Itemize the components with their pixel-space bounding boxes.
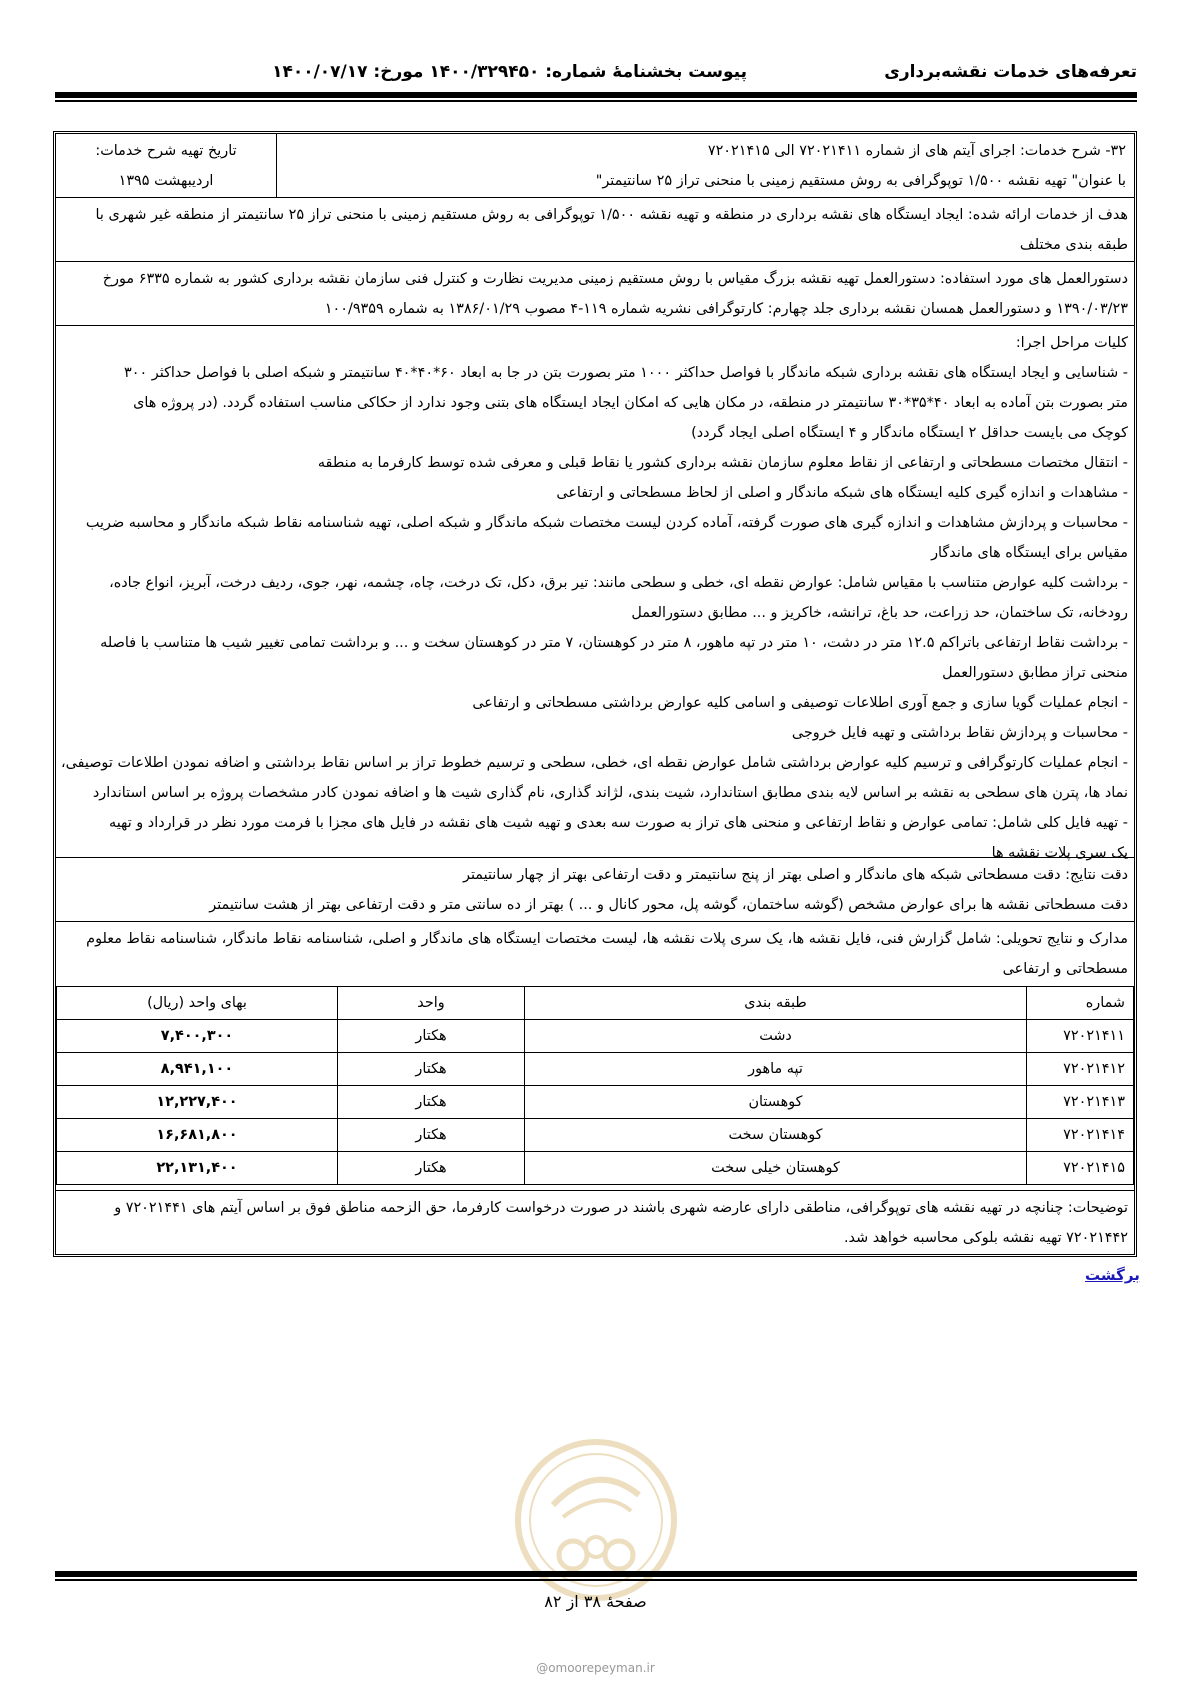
step-line: نماد ها، پترن های سطحی به نقشه بر اساس لایه بندی مطابق استاندارد، شیت بندی، لژاند گذاری، نام گذاری شیت ها و اضافه نمودن کادر مشخصات پروژه بر اساس استاندارد bbox=[92, 785, 1128, 801]
footer-rule bbox=[55, 1571, 1137, 1577]
notes-line: توضیحات: چنانچه در تهیه نقشه های توپوگرافی، مناطقی دارای عارضه شهری باشند در صورت درخواست کارفرما، حق الزحمه مناطق فوق بر اساس آیتم های ۷۲۰۲۱۴۴۱ و bbox=[114, 1200, 1128, 1216]
cell-class: کوهستان سخت bbox=[525, 1119, 1027, 1152]
header-unit: واحد bbox=[338, 987, 525, 1020]
step-line: - انجام عملیات کارتوگرافی و ترسیم کلیه عوارض برداشتی شامل عوارض نقطه ای، خطی، سطحی و ترسیم خطوط تراز بر اساس نقاط برداشتی و اضافه نمودن اطلاعات توصیفی، bbox=[60, 755, 1128, 771]
step-line: - تهیه فایل کلی شامل: تمامی عوارض و نقاط ارتفاعی و منحنی های تراز به صورت سه بعدی و تهیه شیت های نقشه در فایل های مجزا با فرمت مورد نظر در قرارداد و تهیه bbox=[109, 815, 1128, 831]
goal-line: طبقه بندی مختلف bbox=[1019, 237, 1128, 253]
deliverables-line: مدارک و نتایج تحویلی: شامل گزارش فنی، فایل نقشه ها، یک سری پلات نقشه ها، لیست مختصات ایستگاه های ماندگار و اصلی، شناسنامه نقاط ماندگار، شناسنامه نقاط معلوم bbox=[86, 931, 1128, 947]
step-line: - محاسبات و پردازش نقاط برداشتی و تهیه فایل خروجی bbox=[791, 725, 1128, 741]
step-line: کوچک می بایست حداقل ۲ ایستگاه ماندگار و ۴ ایستگاه اصلی ایجاد گردد) bbox=[691, 425, 1128, 441]
instructions bbox=[56, 262, 1134, 326]
back-link[interactable]: برگشت bbox=[1085, 1266, 1140, 1284]
cell-price: ۱۲,۲۲۷,۴۰۰ bbox=[57, 1086, 338, 1119]
rates-table bbox=[56, 986, 1134, 1185]
steps-title: کلیات مراحل اجرا: bbox=[1015, 335, 1128, 351]
execution-steps bbox=[56, 326, 1134, 861]
cell-code: ۷۲۰۲۱۴۱۱ bbox=[1027, 1020, 1134, 1053]
cell-price: ۷,۴۰۰,۳۰۰ bbox=[57, 1020, 338, 1053]
cell-unit: هکتار bbox=[338, 1053, 525, 1086]
service-description bbox=[56, 134, 1134, 198]
table-header-row bbox=[57, 987, 1134, 1020]
step-line: متر بصورت بتن آماده به ابعاد ۴۰*۳۵*۳۰ سانتیمتر در منطقه، در مکان هایی که امکان ایجاد ایستگاه های بتنی وجود ندارد از حکاکی مناسب استفاده گردد. (در پروژه های bbox=[133, 395, 1128, 411]
header-class: طبقه بندی bbox=[525, 987, 1027, 1020]
header-rule bbox=[55, 92, 1137, 98]
tariff-frame bbox=[53, 131, 1137, 1257]
table-row bbox=[57, 1119, 1134, 1152]
cell-class: تپه ماهور bbox=[525, 1053, 1027, 1086]
accuracy-line: دقت نتایج: دقت مسطحاتی شبکه های ماندگار و اصلی بهتر از پنج سانتیمتر و دقت ارتفاعی بهتر از چهار سانتیمتر bbox=[463, 867, 1128, 883]
table-row bbox=[57, 1086, 1134, 1119]
step-line: یک سری پلات نقشه ها bbox=[991, 845, 1128, 861]
table-row bbox=[57, 1152, 1134, 1185]
accuracy bbox=[56, 858, 1134, 922]
accuracy-line: دقت مسطحاتی نقشه ها برای عوارض مشخص (گوشه ساختمان، گوشه پل، محور کانال و ... ) بهتر از ده سانتی متر و دقت ارتفاعی بهتر از هشت سانتیمتر bbox=[209, 897, 1128, 913]
date-label: تاریخ تهیه شرح خدمات: bbox=[95, 143, 237, 159]
cell-class: کوهستان bbox=[525, 1086, 1027, 1119]
cell-unit: هکتار bbox=[338, 1152, 525, 1185]
step-line: - برداشت نقاط ارتفاعی باتراکم ۱۲.۵ متر در دشت، ۱۰ متر در تپه ماهور، ۸ متر در کوهستان، ۷ متر در کوهستان سخت و ... و برداشت تمامی تغییر شیب ها متناسب با فاصله bbox=[100, 635, 1128, 651]
cell-unit: هکتار bbox=[338, 1119, 525, 1152]
circular-reference: پیوست بخشنامهٔ شماره: ۱۴۰۰/۳۲۹۴۵۰ مورخ: ۱۴۰۰/۰۷/۱۷ bbox=[272, 62, 747, 82]
deliverables bbox=[56, 922, 1134, 986]
cell-class: دشت bbox=[525, 1020, 1027, 1053]
service-line: ۳۲- شرح خدمات: اجرای آیتم های از شماره ۷۲۰۲۱۴۱۱ الی ۷۲۰۲۱۴۱۵ bbox=[707, 143, 1126, 159]
table-row bbox=[57, 1053, 1134, 1086]
step-line: - شناسایی و ایجاد ایستگاه های نقشه برداری شبکه ماندگار با فواصل حداکثر ۱۰۰۰ متر بصورت بتن در جا به ابعاد ۶۰*۴۰*۴۰ سانتیمتر و شبکه اصلی با فواصل حداکثر ۳۰۰ bbox=[124, 365, 1128, 381]
table-row bbox=[57, 1020, 1134, 1053]
footer-rule-thin bbox=[55, 1579, 1137, 1581]
service-title: با عنوان" تهیه نقشه ۱/۵۰۰ توپوگرافی به روش مستقیم زمینی با منحنی تراز ۲۵ سانتیمتر" bbox=[595, 173, 1126, 189]
step-line: رودخانه، تک ساختمان، حد زراعت، حد باغ، ترانشه، خاکریز و ... مطابق دستورالعمل bbox=[631, 605, 1128, 621]
page-header bbox=[55, 58, 1137, 88]
date-value: اردیبهشت ۱۳۹۵ bbox=[118, 173, 214, 189]
header-price: بهای واحد (ریال) bbox=[57, 987, 338, 1020]
cell-unit: هکتار bbox=[338, 1086, 525, 1119]
cell-code: ۷۲۰۲۱۴۱۳ bbox=[1027, 1086, 1134, 1119]
notes-line: ۷۲۰۲۱۴۴۲ تهیه نقشه بلوکی محاسبه خواهد شد. bbox=[843, 1230, 1128, 1246]
notes bbox=[56, 1190, 1134, 1254]
step-line: - انجام عملیات گویا سازی و جمع آوری اطلاعات توصیفی و اسامی کلیه عوارض برداشتی مسطحاتی و ارتفاعی bbox=[472, 695, 1128, 711]
instructions-line: ۱۳۹۰/۰۳/۲۳ و دستورالعمل همسان نقشه برداری جلد چهارم: کارتوگرافی نشریه شماره ۱۱۹-۴ مصوب ۱۳۸۶/۰۱/۲۹ به شماره ۱۰۰/۹۳۵۹ bbox=[324, 301, 1128, 317]
document-title: تعرفه‌های خدمات نقشه‌برداری bbox=[884, 62, 1137, 82]
cell-code: ۷۲۰۲۱۴۱۲ bbox=[1027, 1053, 1134, 1086]
service-goal bbox=[56, 198, 1134, 262]
deliverables-line: مسطحاتی و ارتفاعی bbox=[1002, 961, 1128, 977]
watermark-url: @omoorepeyman.ir bbox=[536, 1661, 655, 1675]
page-number: صفحهٔ ۳۸ از ۸۲ bbox=[544, 1592, 647, 1611]
cell-code: ۷۲۰۲۱۴۱۵ bbox=[1027, 1152, 1134, 1185]
header-code: شماره bbox=[1027, 987, 1134, 1020]
cell-class: کوهستان خیلی سخت bbox=[525, 1152, 1027, 1185]
step-line: - مشاهدات و اندازه گیری کلیه ایستگاه های شبکه ماندگار و اصلی از لحاظ مسطحاتی و ارتفاعی bbox=[556, 485, 1128, 501]
steps-list bbox=[62, 358, 1128, 868]
step-line: مقیاس برای ایستگاه های ماندگار bbox=[931, 545, 1128, 561]
goal-line: هدف از خدمات ارائه شده: ایجاد ایستگاه های نقشه برداری در منطقه و تهیه نقشه ۱/۵۰۰ توپوگرافی به روش مستقیم زمینی با منحنی تراز ۲۵ سانتیمتر از منطقه غیر شهری با bbox=[95, 207, 1128, 223]
cell-unit: هکتار bbox=[338, 1020, 525, 1053]
cell-price: ۸,۹۴۱,۱۰۰ bbox=[57, 1053, 338, 1086]
step-line: - انتقال مختصات مسطحاتی و ارتفاعی از نقاط معلوم سازمان نقشه برداری کشور یا نقاط قبلی و معرفی شده توسط کارفرما به منطقه bbox=[317, 455, 1128, 471]
cell-price: ۱۶,۶۸۱,۸۰۰ bbox=[57, 1119, 338, 1152]
step-line: منحنی تراز مطابق دستورالعمل bbox=[942, 665, 1128, 681]
step-line: - محاسبات و پردازش مشاهدات و اندازه گیری های صورت گرفته، آماده کردن لیست مختصات شبکه ماندگار و شبکه اصلی، تهیه شناسنامه نقاط شبکه ماندگار و محاسبه ضریب bbox=[85, 515, 1128, 531]
header-rule-thin bbox=[55, 100, 1137, 102]
cell-code: ۷۲۰۲۱۴۱۴ bbox=[1027, 1119, 1134, 1152]
step-line: - برداشت کلیه عوارض متناسب با مقیاس شامل: عوارض نقطه ای، خطی و سطحی مانند: تیر برق، دکل، تک درخت، چاه، چشمه، نهر، جوی، ردیف درخت، آبریز، انواع جاده، bbox=[109, 575, 1128, 591]
cell-price: ۲۲,۱۳۱,۴۰۰ bbox=[57, 1152, 338, 1185]
instructions-line: دستورالعمل های مورد استفاده: دستورالعمل تهیه نقشه بزرگ مقیاس با روش مستقیم زمینی مدیریت نظارت و کنترل فنی سازمان نقشه برداری کشور به شماره ۶۳۳۵ مورخ bbox=[102, 271, 1128, 287]
service-date-cell bbox=[56, 134, 277, 198]
